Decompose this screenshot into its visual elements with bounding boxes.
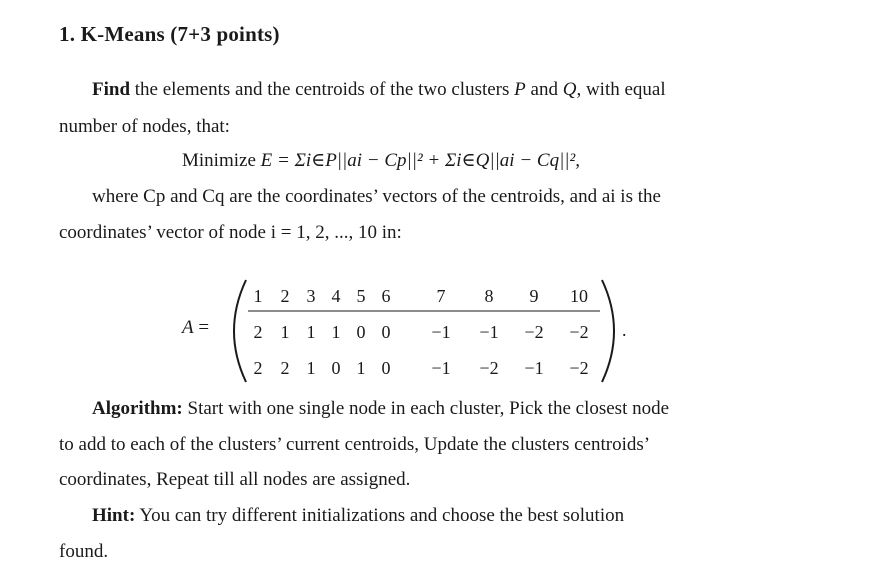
find-lead: Find [92, 79, 131, 100]
formula-word: Minimize [182, 150, 261, 171]
intro-line-1 [92, 79, 666, 101]
matrix-cell: −1 [479, 322, 499, 342]
hint-lead: Hint: [92, 505, 136, 526]
intro-text-b: , with equal [576, 79, 666, 100]
matrix-cell: 2 [253, 358, 263, 378]
matrix-cell: 0 [381, 322, 391, 342]
hint-line-1 [92, 505, 624, 527]
right-paren [602, 280, 614, 382]
matrix-cell: −2 [569, 322, 589, 342]
hint-line-2: found. [59, 541, 109, 562]
intro-line-2: number of nodes, that: [59, 116, 230, 137]
matrix-cell: 1 [356, 358, 366, 378]
matrix-label [182, 317, 209, 339]
where-line-2: coordinates’ vector of node i = 1, 2, ..., 10 in: [59, 222, 402, 243]
matrix-cell: 10 [570, 286, 588, 306]
cluster-q-var: Q [562, 79, 577, 100]
matrix-cell: 6 [381, 286, 391, 306]
intro-and: and [525, 79, 563, 100]
matrix-cell: 2 [280, 286, 290, 306]
matrix-svg [176, 276, 636, 386]
matrix-equals: = [193, 317, 210, 338]
matrix-cell: 1 [280, 322, 290, 342]
objective-formula [182, 149, 580, 172]
matrix-cell: 0 [356, 322, 366, 342]
matrix-cell: 8 [484, 286, 494, 306]
matrix-cell: 1 [306, 358, 316, 378]
algorithm-text-1: Start with one single node in each cluster, Pick the closest node [182, 398, 670, 419]
matrix-cell: 0 [381, 358, 391, 378]
intro-text-a: the elements and the centroids of the two clusters [130, 79, 515, 100]
matrix-cell: 9 [529, 286, 539, 306]
matrix-cell: 5 [356, 286, 366, 306]
matrix-name: A [182, 317, 194, 338]
hint-text-1: You can try different initializations and choose the best solution [135, 505, 625, 526]
matrix-cell: 7 [436, 286, 446, 306]
matrix-cell: 2 [280, 358, 290, 378]
matrix-cell: −1 [431, 322, 451, 342]
matrix-cells [254, 286, 589, 378]
matrix-cell: −2 [569, 358, 589, 378]
problem-heading: 1. K-Means (7+3 points) [59, 22, 280, 46]
cluster-p-var: P [514, 79, 526, 100]
matrix-cell: −1 [431, 358, 451, 378]
matrix-period: . [622, 320, 627, 340]
matrix-cell: −2 [479, 358, 499, 378]
where-line-1: where Cp and Cq are the coordinates’ vectors of the centroids, and ai is the [92, 186, 661, 207]
matrix-cell: 1 [306, 322, 316, 342]
matrix-cell: 0 [331, 358, 341, 378]
algorithm-line-2: to add to each of the clusters’ current centroids, Update the clusters centroids’ [59, 434, 651, 455]
matrix-cell: 1 [253, 286, 263, 306]
algorithm-line-3: coordinates, Repeat till all nodes are assigned. [59, 469, 411, 490]
matrix-cell: 4 [331, 286, 341, 306]
algorithm-line-1 [92, 398, 669, 420]
matrix-cell: 3 [306, 286, 316, 306]
left-paren [234, 280, 246, 382]
matrix-cell: 2 [253, 322, 263, 342]
matrix-cell: −2 [524, 322, 544, 342]
matrix-cell: −1 [524, 358, 544, 378]
formula-expression: E = Σi∈P||ai − Cp||² + Σi∈Q||ai − Cq||², [260, 150, 580, 171]
matrix-cell: 1 [331, 322, 341, 342]
matrix-a [176, 276, 636, 386]
algorithm-lead: Algorithm: [92, 398, 183, 419]
